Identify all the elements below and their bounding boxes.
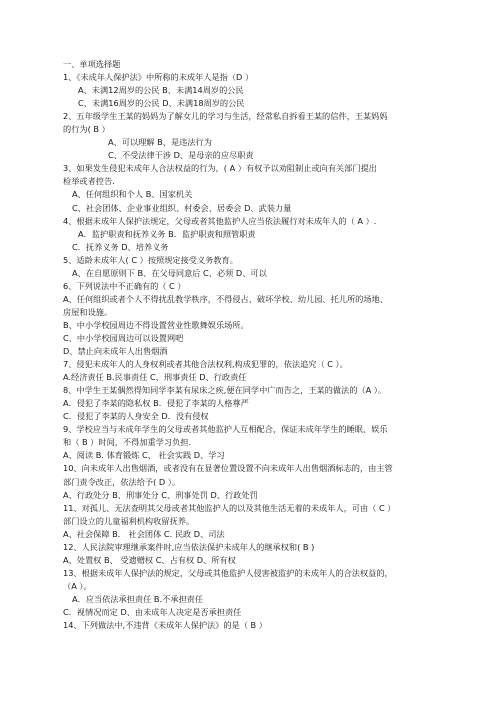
text-line: C、未满16周岁的公民 D、未满18周岁的公民 bbox=[78, 98, 245, 109]
text-line: 8、中学生王某偶然得知同学李某有尿床之疾,便在同学中广而告之，王某的做法的（A ）。 bbox=[63, 385, 387, 396]
text-line: C．视情况而定 D、由未成年人决定是否承担责任 bbox=[63, 606, 242, 617]
text-line: 检举或者控告. bbox=[63, 176, 115, 187]
text-line: 10、向未成年人出售烟酒，或者没有在显著位置设置不向未成年人出售烟酒标志的，由主管 bbox=[63, 463, 393, 474]
text-line: 的行为( B ） bbox=[63, 124, 110, 135]
text-line: 9、学校应当与未成年学生的父母或者其他监护人互相配合，保证未成年学生的睡眠、娱乐 bbox=[63, 424, 388, 435]
text-line: 6、下列说法中不正确有的（ C ） bbox=[63, 280, 186, 291]
text-line: C、社会团体、企业事业组织、村委会、居委会 D、武装力量 bbox=[72, 202, 292, 213]
text-line: 和（ B ）时间，不得加重学习负担. bbox=[63, 437, 192, 448]
text-line: 13、根据未成年人保护法的规定，父母或其他监护人侵害被监护的未成年人的合法权益的， bbox=[63, 567, 393, 578]
text-line: C．抚养义务 D、培养义务 bbox=[72, 241, 169, 252]
text-line: 11、对孤儿、无法查明其父母或者其他监护人的以及其他生活无着的未成年人，可由（ C ） bbox=[63, 502, 396, 513]
text-line: A、未满12周岁的公民 B、未满14周岁的公民 bbox=[78, 85, 244, 96]
text-line: C、不受法律干涉 D、是母亲的应尽职责 bbox=[108, 150, 254, 161]
text-line: 房屋和设施。 bbox=[63, 306, 113, 317]
text-line: 5、适龄未成年人( C ）按照规定接受义务教育。 bbox=[63, 254, 238, 265]
text-line: 部门设立的儿童福利机构收留抚养。 bbox=[63, 515, 195, 526]
text-line: C．侵犯了李某的人身安全 D．没有侵权 bbox=[63, 411, 209, 422]
text-line: 2、五年级学生王某的妈妈为了解女儿的学习与生活，经常私自拆看王某的信件，王某妈妈 bbox=[63, 111, 388, 122]
text-line: A、可以理解 B、是违法行为 bbox=[108, 137, 212, 148]
text-line: A．应当依法承担责任 B.不承担责任 bbox=[72, 593, 204, 604]
text-line: 7、侵犯未成年人的人身权利或者其他合法权利,构成犯罪的，依法追究（ C ）。 bbox=[63, 359, 348, 370]
text-line: A、阅读 B. 体育锻炼 C、 社会实践 D、学习 bbox=[63, 450, 225, 461]
text-line: D、禁止向未成年人出售烟酒 bbox=[63, 346, 168, 357]
text-line: C、中小学校园周边可以设置网吧 bbox=[63, 332, 184, 343]
text-line: 4、根据未成年人保护法规定，父母或者其他监护人应当依法履行对未成年人的（ A ）. bbox=[63, 215, 377, 226]
text-line: 1、《未成年人保护法》中所称的未成年人是指（D ） bbox=[63, 72, 254, 83]
text-line: 3、如果发生侵犯未成年人合法权益的行为，( A ）有权予以劝阻制止或向有关部门提出 bbox=[63, 163, 377, 174]
text-line: A、行政处分 B、刑事处分 C、刑事处罚 D、行政处罚 bbox=[63, 489, 258, 500]
document-body bbox=[0, 58, 496, 632]
text-line: 14、下列做法中,不违背《未成年人保护法》的是（ B ） bbox=[63, 620, 267, 631]
text-line: 一、单项选择题 bbox=[63, 59, 121, 69]
text-line: A．监护职责和抚养义务 B．监护职责和照管职责 bbox=[78, 228, 256, 239]
text-line: A、在自愿原则下 B、在父母同意后 C、必须 D、可以 bbox=[72, 267, 267, 278]
text-line: （A ）。 bbox=[63, 580, 92, 591]
text-line: B、中小学校园周边不得设置营业性歌舞娱乐场所。 bbox=[63, 319, 249, 330]
text-line: A、任何组织和个人 B、国家机关 bbox=[72, 189, 193, 200]
text-line: A、处置权 B、 受遗赠权 C、占有权 D、所有权 bbox=[63, 554, 236, 565]
text-line: A、任何组织或者个人不得扰乱教学秩序，不得侵占、破坏学校、幼儿园、托儿所的场地、 bbox=[63, 293, 388, 304]
text-line: A、社会保障 B． 社会团体 C. 民政 D、司法 bbox=[63, 528, 225, 539]
text-line: 部门责令改正，依法给予( D ）。 bbox=[63, 476, 181, 487]
text-line: A．侵犯了李某的隐私权 B．侵犯了李某的人格尊严 bbox=[63, 398, 249, 409]
text-line: 12、人民法院审理继承案件时,应当依法保护未成年人的继承权和( B ) bbox=[63, 541, 315, 552]
text-line: A.经济责任 B.民事责任 C、刑事责任 D、行政责任 bbox=[63, 372, 247, 383]
